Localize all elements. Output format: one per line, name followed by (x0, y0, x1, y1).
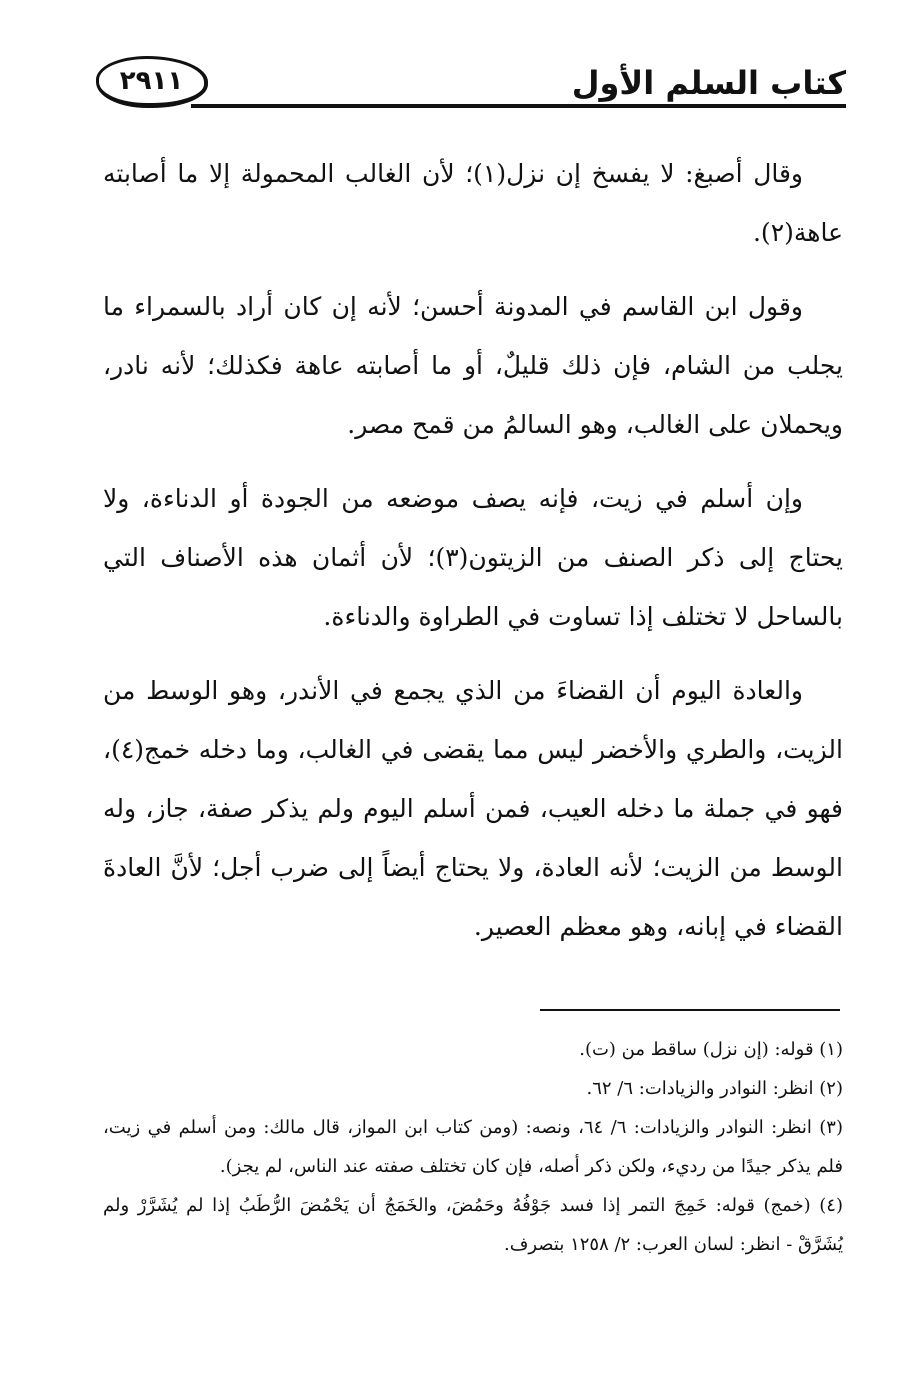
footnote-separator (540, 1009, 840, 1011)
page-number-badge (96, 56, 208, 108)
book-title: كتاب السلم الأول (571, 64, 846, 102)
footnote: (٤) (خمج) قوله: خَمِجَ التمر إذا فسد جَوْفُهُ وحَمُضَ، والخَمَجُ أن يَحْمُضَ الرُّطَبُ إذا لم يُشَرَّرْ ولم يُشَرَّقْ - انظر: لسان العرب: ٢/ ١٢٥٨ بتصرف. (103, 1195, 843, 1255)
main-text (103, 144, 843, 971)
page-number: ٢٩١١ (119, 66, 184, 96)
paragraph: وإن أسلم في زيت، فإنه يصف موضعه من الجودة أو الدناءة، ولا يحتاج إلى ذكر الصنف من الزيتون(٣)؛ لأن أثمان هذه الأصناف التي بالساحل لا تختلف إذا تساوت في الطراوة والدناءة. (103, 484, 843, 631)
paragraph: والعادة اليوم أن القضاءَ من الذي يجمع في الأندر، وهو الوسط من الزيت، والطري والأخضر ليس مما يقضى في الغالب، وما دخله خمج(٤)، فهو في جملة ما دخله العيب، فمن أسلم اليوم ولم يذكر صفة، جاز، وله الوسط من الزيت؛ لأنه العادة، ولا يحتاج أيضاً إلى ضرب أجل؛ لأنَّ العادةَ القضاء في إبانه، وهو معظم العصير. (103, 676, 843, 941)
page-header (96, 56, 846, 116)
footnote: (١) قوله: (إن نزل) ساقط من (ت). (579, 1039, 843, 1060)
footnotes (103, 1030, 843, 1264)
paragraph: وقول ابن القاسم في المدونة أحسن؛ لأنه إن كان أراد بالسمراء ما يجلب من الشام، فإن ذلك قليلٌ، أو ما أصابته عاهة فكذلك؛ لأنه نادر، ويحملان على الغالب، وهو السالمُ من قمح مصر. (103, 292, 843, 439)
footnote: (٢) انظر: النوادر والزيادات: ٦/ ٦٢. (586, 1078, 843, 1099)
header-rule (191, 104, 846, 108)
paragraph: وقال أصبغ: لا يفسخ إن نزل(١)؛ لأن الغالب المحمولة إلا ما أصابته عاهة(٢). (103, 159, 843, 247)
footnote: (٣) انظر: النوادر والزيادات: ٦/ ٦٤، ونصه: (ومن كتاب ابن المواز، قال مالك: ومن أسلم في زيت، فلم يذكر جيدًا من رديء، ولكن ذكر أصله، فإن كان تختلف صفته عند الناس، لم يجز). (103, 1117, 843, 1177)
